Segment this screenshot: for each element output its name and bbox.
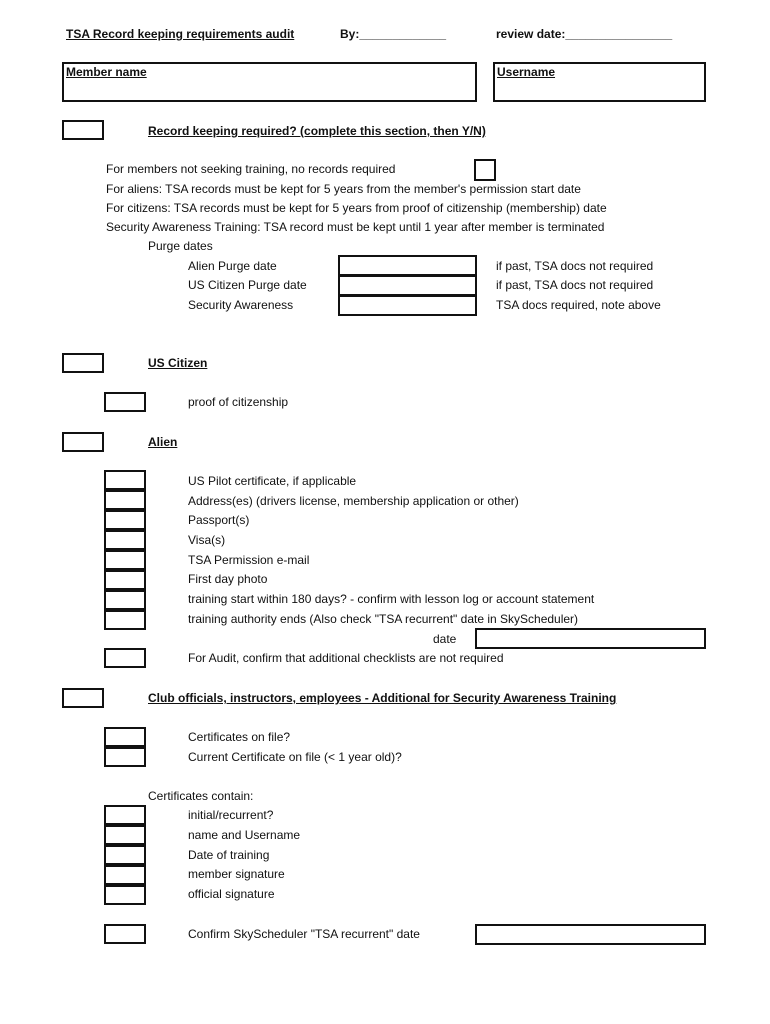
audit-confirm-label: For Audit, confirm that additional checklists are not required	[188, 651, 504, 665]
contains-checkbox-initial[interactable]	[104, 805, 146, 825]
username-label: Username	[497, 65, 556, 79]
club-officials-checkbox[interactable]	[62, 688, 104, 708]
alien-purge-note: if past, TSA docs not required	[496, 259, 654, 273]
alien-item-checkbox-pilot[interactable]	[104, 470, 146, 490]
record-keeping-yn-box[interactable]	[62, 120, 104, 140]
alien-item-checkbox-address[interactable]	[104, 490, 146, 510]
alien-purge-date-field[interactable]	[338, 255, 477, 276]
contains-item-member-signature: member signature	[188, 867, 285, 881]
record-line-no-training: For members not seeking training, no records required	[106, 162, 396, 176]
alien-item-checkbox-passport[interactable]	[104, 510, 146, 530]
contains-checkbox-member-signature[interactable]	[104, 865, 146, 885]
alien-item-training-start: training start within 180 days? - confirm with lesson log or account statement	[188, 592, 595, 606]
alien-purge-label: Alien Purge date	[188, 259, 277, 273]
alien-item-checkbox-photo[interactable]	[104, 570, 146, 590]
record-line-security-awareness: Security Awareness Training: TSA record must be kept until 1 year after member is terminated	[106, 220, 605, 234]
citizen-purge-label: US Citizen Purge date	[188, 278, 307, 292]
alien-item-checkbox-permission[interactable]	[104, 550, 146, 570]
current-certificate-label: Current Certificate on file (< 1 year old)?	[188, 750, 402, 764]
record-line-citizens: For citizens: TSA records must be kept for 5 years from proof of citizenship (membership) date	[106, 201, 607, 215]
alien-date-field[interactable]	[475, 628, 706, 649]
alien-checkbox[interactable]	[62, 432, 104, 452]
contains-item-initial: initial/recurrent?	[188, 808, 274, 822]
alien-item-checkbox-training-start[interactable]	[104, 590, 146, 610]
member-name-label: Member name	[66, 65, 147, 79]
alien-item-pilot: US Pilot certificate, if applicable	[188, 474, 357, 488]
contains-item-official-signature: official signature	[188, 887, 275, 901]
confirm-recurrent-date-field[interactable]	[475, 924, 706, 945]
alien-item-visa: Visa(s)	[188, 533, 226, 547]
by-field[interactable]: By:_____________	[340, 27, 447, 41]
alien-item-photo: First day photo	[188, 572, 268, 586]
alien-heading: Alien	[148, 435, 178, 449]
audit-confirm-checkbox[interactable]	[104, 648, 146, 668]
us-citizen-heading: US Citizen	[148, 356, 208, 370]
record-keeping-heading: Record keeping required? (complete this section, then Y/N)	[148, 124, 486, 138]
contains-item-name: name and Username	[188, 828, 301, 842]
certificates-on-file-checkbox[interactable]	[104, 727, 146, 747]
review-date-field[interactable]: review date:________________	[496, 27, 673, 41]
alien-item-checkbox-training-authority[interactable]	[104, 610, 146, 630]
record-line-aliens: For aliens: TSA records must be kept for 5 years from the member's permission start date	[106, 182, 581, 196]
form-title: TSA Record keeping requirements audit	[66, 27, 295, 41]
us-citizen-checkbox[interactable]	[62, 353, 104, 373]
alien-item-passport: Passport(s)	[188, 513, 250, 527]
alien-date-label: date	[433, 632, 457, 646]
alien-item-address: Address(es) (drivers license, membership application or other)	[188, 494, 519, 508]
alien-item-training-authority: training authority ends (Also check "TSA recurrent" date in SkyScheduler)	[188, 612, 579, 626]
contains-checkbox-name[interactable]	[104, 825, 146, 845]
proof-of-citizenship-checkbox[interactable]	[104, 392, 146, 412]
citizen-purge-note: if past, TSA docs not required	[496, 278, 654, 292]
username-field[interactable]	[493, 62, 706, 102]
certificates-on-file-label: Certificates on file?	[188, 730, 291, 744]
current-certificate-checkbox[interactable]	[104, 747, 146, 767]
member-name-field[interactable]	[62, 62, 477, 102]
confirm-recurrent-label: Confirm SkyScheduler "TSA recurrent" date	[188, 927, 420, 941]
security-awareness-purge-label: Security Awareness	[188, 298, 294, 312]
club-officials-heading: Club officials, instructors, employees - Additional for Security Awareness Training	[148, 691, 617, 705]
contains-checkbox-official-signature[interactable]	[104, 885, 146, 905]
contains-checkbox-date[interactable]	[104, 845, 146, 865]
proof-of-citizenship-label: proof of citizenship	[188, 395, 289, 409]
security-awareness-purge-field[interactable]	[338, 295, 477, 316]
citizen-purge-date-field[interactable]	[338, 275, 477, 296]
contains-item-date: Date of training	[188, 848, 270, 862]
purge-dates-label: Purge dates	[148, 239, 213, 253]
no-records-checkbox[interactable]	[474, 159, 496, 181]
security-awareness-purge-note: TSA docs required, note above	[496, 298, 661, 312]
confirm-recurrent-checkbox[interactable]	[104, 924, 146, 944]
certificates-contain-label: Certificates contain:	[148, 789, 254, 803]
alien-item-permission: TSA Permission e-mail	[188, 553, 310, 567]
alien-item-checkbox-visa[interactable]	[104, 530, 146, 550]
